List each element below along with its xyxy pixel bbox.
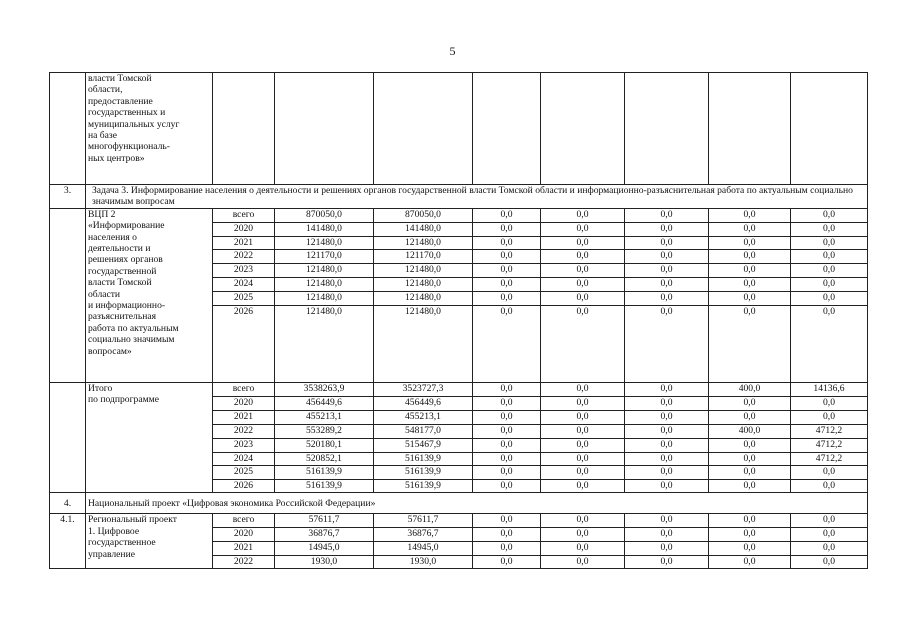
value-cell: 0,0 <box>473 438 541 452</box>
page-number: 5 <box>449 44 456 58</box>
vcp2-label-line: деятельности и <box>88 243 151 255</box>
value-cell: 0,0 <box>473 208 541 222</box>
vcp2-label-line: вопросам» <box>88 345 132 357</box>
value-cell: 516139,9 <box>374 480 473 493</box>
value-cell: 0,0 <box>541 278 625 292</box>
year-cell: 2023 <box>213 264 275 278</box>
value-cell: 553289,2 <box>275 424 374 438</box>
value-cell: 0,0 <box>625 278 709 292</box>
year-cell: 2021 <box>213 542 275 556</box>
value-cell: 0,0 <box>709 555 791 568</box>
value-cell: 0,0 <box>791 542 868 556</box>
vcp2-row <box>50 208 868 222</box>
value-cell: 0,0 <box>625 424 709 438</box>
value-cell: 0,0 <box>541 396 625 410</box>
continuation-line: на базе <box>88 130 117 142</box>
value-cell: 0,0 <box>625 410 709 424</box>
value-cell: 0,0 <box>473 542 541 556</box>
value-cell: 121170,0 <box>275 250 374 264</box>
vcp2-label-line: работа по актуальным <box>88 322 179 334</box>
vcp2-label <box>86 208 213 382</box>
value-cell: 520852,1 <box>275 452 374 466</box>
value-cell: 0,0 <box>791 264 868 278</box>
continuation-line: ных центров» <box>88 152 145 164</box>
value-cell: 0,0 <box>625 452 709 466</box>
value-cell: 0,0 <box>473 264 541 278</box>
value-cell: 3523727,3 <box>374 383 473 397</box>
value-cell: 121480,0 <box>374 264 473 278</box>
year-cell: 2022 <box>213 424 275 438</box>
task-3-title: Задача 3. Информирование населения о деятельности и решениях органов государственной власти Томской области и информационно-разъяснительная работа по актуальным социально значимым вопросам <box>86 185 868 209</box>
year-cell: всего <box>213 383 275 397</box>
value-cell: 121480,0 <box>374 278 473 292</box>
value-cell: 0,0 <box>541 222 625 236</box>
value-cell: 0,0 <box>709 292 791 306</box>
value-cell: 456449,6 <box>374 396 473 410</box>
budget-table <box>49 72 868 569</box>
value-cell: 0,0 <box>791 278 868 292</box>
year-cell: 2020 <box>213 528 275 542</box>
value-cell: 0,0 <box>625 222 709 236</box>
value-cell: 14136,6 <box>791 383 868 397</box>
value-cell: 0,0 <box>473 278 541 292</box>
value-cell: 0,0 <box>473 236 541 250</box>
year-cell: 2020 <box>213 222 275 236</box>
value-cell: 121480,0 <box>275 292 374 306</box>
value-cell: 0,0 <box>473 250 541 264</box>
value-cell: 0,0 <box>625 264 709 278</box>
value-cell: 14945,0 <box>374 542 473 556</box>
value-cell: 400,0 <box>709 424 791 438</box>
value-cell: 548177,0 <box>374 424 473 438</box>
year-cell: 2022 <box>213 250 275 264</box>
value-cell: 121480,0 <box>374 306 473 383</box>
section41-label <box>86 514 213 569</box>
value-cell: 0,0 <box>709 264 791 278</box>
value-cell: 121480,0 <box>275 278 374 292</box>
value-cell: 0,0 <box>541 250 625 264</box>
value-cell: 520180,1 <box>275 438 374 452</box>
value-cell: 0,0 <box>791 250 868 264</box>
value-cell: 4712,2 <box>791 424 868 438</box>
value-cell: 36876,7 <box>374 528 473 542</box>
year-cell: 2024 <box>213 452 275 466</box>
value-cell: 0,0 <box>709 306 791 383</box>
value-cell: 0,0 <box>541 528 625 542</box>
value-cell: 0,0 <box>791 396 868 410</box>
total-label-line: по подпрограмме <box>88 394 159 406</box>
value-cell: 0,0 <box>473 528 541 542</box>
value-cell: 0,0 <box>541 542 625 556</box>
value-cell: 0,0 <box>791 528 868 542</box>
value-cell: 57611,7 <box>374 514 473 528</box>
year-cell: 2025 <box>213 466 275 480</box>
value-cell: 0,0 <box>541 452 625 466</box>
value-cell: 0,0 <box>791 292 868 306</box>
value-cell: 0,0 <box>541 514 625 528</box>
value-cell: 0,0 <box>625 555 709 568</box>
value-cell: 0,0 <box>709 208 791 222</box>
value-cell: 0,0 <box>709 410 791 424</box>
vcp2-label-line: решениях органов <box>88 254 163 266</box>
value-cell: 121480,0 <box>275 306 374 383</box>
vcp2-label-line: государственной <box>88 265 157 277</box>
value-cell: 0,0 <box>709 542 791 556</box>
value-cell: 0,0 <box>791 306 868 383</box>
value-cell: 0,0 <box>709 438 791 452</box>
value-cell: 121480,0 <box>275 236 374 250</box>
value-cell: 57611,7 <box>275 514 374 528</box>
value-cell: 0,0 <box>541 208 625 222</box>
year-cell: 2022 <box>213 555 275 568</box>
value-cell: 516139,9 <box>275 480 374 493</box>
value-cell: 0,0 <box>473 222 541 236</box>
value-cell: 0,0 <box>791 480 868 493</box>
section41-label-line: Региональный проект <box>88 514 177 526</box>
vcp2-label-line: и информационно- <box>88 300 166 312</box>
year-cell: 2023 <box>213 438 275 452</box>
vcp2-label-line: области <box>88 288 121 300</box>
value-cell: 0,0 <box>709 396 791 410</box>
year-cell: 2026 <box>213 306 275 383</box>
section-4-number: 4. <box>50 493 86 514</box>
value-cell: 0,0 <box>709 222 791 236</box>
value-cell: 870050,0 <box>275 208 374 222</box>
value-cell: 0,0 <box>473 306 541 383</box>
section41-label-line: государственное <box>88 537 156 549</box>
value-cell: 0,0 <box>791 208 868 222</box>
continuation-line: государственных и <box>88 107 166 119</box>
task-3-number: 3. <box>50 185 86 209</box>
value-cell: 0,0 <box>791 555 868 568</box>
value-cell: 0,0 <box>473 514 541 528</box>
value-cell: 0,0 <box>541 438 625 452</box>
vcp2-label-line: «Информирование <box>88 220 165 232</box>
value-cell: 0,0 <box>709 278 791 292</box>
value-cell: 141480,0 <box>275 222 374 236</box>
value-cell: 0,0 <box>625 396 709 410</box>
section41-label-line: управление <box>88 548 135 560</box>
year-cell: всего <box>213 514 275 528</box>
value-cell: 0,0 <box>625 208 709 222</box>
value-cell: 0,0 <box>625 292 709 306</box>
total-number <box>50 383 86 493</box>
value-cell: 0,0 <box>473 383 541 397</box>
value-cell: 0,0 <box>625 514 709 528</box>
value-cell: 0,0 <box>625 480 709 493</box>
value-cell: 0,0 <box>709 466 791 480</box>
value-cell: 0,0 <box>473 452 541 466</box>
value-cell: 0,0 <box>625 466 709 480</box>
value-cell: 121170,0 <box>374 250 473 264</box>
value-cell: 0,0 <box>473 292 541 306</box>
value-cell: 0,0 <box>473 396 541 410</box>
value-cell: 0,0 <box>791 410 868 424</box>
value-cell: 0,0 <box>473 424 541 438</box>
value-cell: 0,0 <box>709 480 791 493</box>
value-cell: 121480,0 <box>275 264 374 278</box>
value-cell: 0,0 <box>625 542 709 556</box>
value-cell: 0,0 <box>625 250 709 264</box>
continuation-text <box>86 73 213 185</box>
total-label <box>86 383 213 493</box>
value-cell: 0,0 <box>473 555 541 568</box>
value-cell: 0,0 <box>709 250 791 264</box>
value-cell: 0,0 <box>791 222 868 236</box>
value-cell: 36876,7 <box>275 528 374 542</box>
vcp2-label-line: власти Томской <box>88 277 152 289</box>
section41-row <box>50 514 868 528</box>
value-cell: 0,0 <box>541 466 625 480</box>
value-cell: 1930,0 <box>374 555 473 568</box>
vcp2-label-line: населения о <box>88 231 137 243</box>
value-cell: 516139,9 <box>374 452 473 466</box>
value-cell: 0,0 <box>541 410 625 424</box>
value-cell: 516139,9 <box>374 466 473 480</box>
value-cell: 0,0 <box>709 452 791 466</box>
continuation-line: муниципальных услуг <box>88 118 180 130</box>
value-cell: 0,0 <box>709 236 791 250</box>
value-cell: 121480,0 <box>374 236 473 250</box>
section41-number: 4.1. <box>50 514 86 569</box>
value-cell: 0,0 <box>473 410 541 424</box>
vcp2-label-line: разъяснительная <box>88 311 156 323</box>
value-cell: 0,0 <box>625 528 709 542</box>
value-cell: 400,0 <box>709 383 791 397</box>
value-cell: 0,0 <box>625 438 709 452</box>
task-3-row <box>50 185 868 209</box>
year-cell: 2026 <box>213 480 275 493</box>
value-cell: 1930,0 <box>275 555 374 568</box>
vcp2-number <box>50 208 86 382</box>
value-cell: 456449,6 <box>275 396 374 410</box>
total-row <box>50 383 868 397</box>
year-cell: 2024 <box>213 278 275 292</box>
continuation-line: власти Томской <box>88 73 152 84</box>
vcp2-label-line: ВЦП 2 <box>88 208 116 220</box>
value-cell: 0,0 <box>625 306 709 383</box>
value-cell: 0,0 <box>709 514 791 528</box>
section-41-block <box>50 514 868 569</box>
value-cell: 0,0 <box>473 480 541 493</box>
vcp2-label-line: социально значимым <box>88 334 175 346</box>
year-cell: 2021 <box>213 236 275 250</box>
year-cell: 2020 <box>213 396 275 410</box>
value-cell: 0,0 <box>541 424 625 438</box>
value-cell: 3538263,9 <box>275 383 374 397</box>
total-block <box>50 383 868 493</box>
value-cell: 4712,2 <box>791 438 868 452</box>
value-cell: 0,0 <box>541 264 625 278</box>
value-cell: 0,0 <box>541 480 625 493</box>
value-cell: 455213,1 <box>374 410 473 424</box>
year-cell: всего <box>213 208 275 222</box>
value-cell: 0,0 <box>541 292 625 306</box>
year-cell: 2021 <box>213 410 275 424</box>
year-cell: 2025 <box>213 292 275 306</box>
value-cell: 0,0 <box>625 383 709 397</box>
continuation-line: предоставление <box>88 95 153 107</box>
value-cell: 0,0 <box>541 383 625 397</box>
section-4-row <box>50 493 868 514</box>
value-cell: 0,0 <box>709 528 791 542</box>
value-cell: 0,0 <box>473 466 541 480</box>
vcp2-block <box>50 208 868 382</box>
section41-label-line: 1. Цифровое <box>88 525 140 537</box>
value-cell: 0,0 <box>791 466 868 480</box>
value-cell: 0,0 <box>541 555 625 568</box>
value-cell: 0,0 <box>791 514 868 528</box>
continuation-line: многофункциональ- <box>88 141 170 153</box>
value-cell: 0,0 <box>791 236 868 250</box>
value-cell: 121480,0 <box>374 292 473 306</box>
value-cell: 0,0 <box>625 236 709 250</box>
continuation-row <box>50 73 868 185</box>
value-cell: 0,0 <box>541 306 625 383</box>
total-label-line: Итого <box>88 383 113 395</box>
value-cell: 870050,0 <box>374 208 473 222</box>
value-cell: 141480,0 <box>374 222 473 236</box>
section-4-title: Национальный проект «Цифровая экономика Российской Федерации» <box>86 493 868 514</box>
value-cell: 14945,0 <box>275 542 374 556</box>
continuation-line: области, <box>88 84 123 96</box>
value-cell: 455213,1 <box>275 410 374 424</box>
value-cell: 516139,9 <box>275 466 374 480</box>
value-cell: 0,0 <box>541 236 625 250</box>
value-cell: 515467,9 <box>374 438 473 452</box>
value-cell: 4712,2 <box>791 452 868 466</box>
